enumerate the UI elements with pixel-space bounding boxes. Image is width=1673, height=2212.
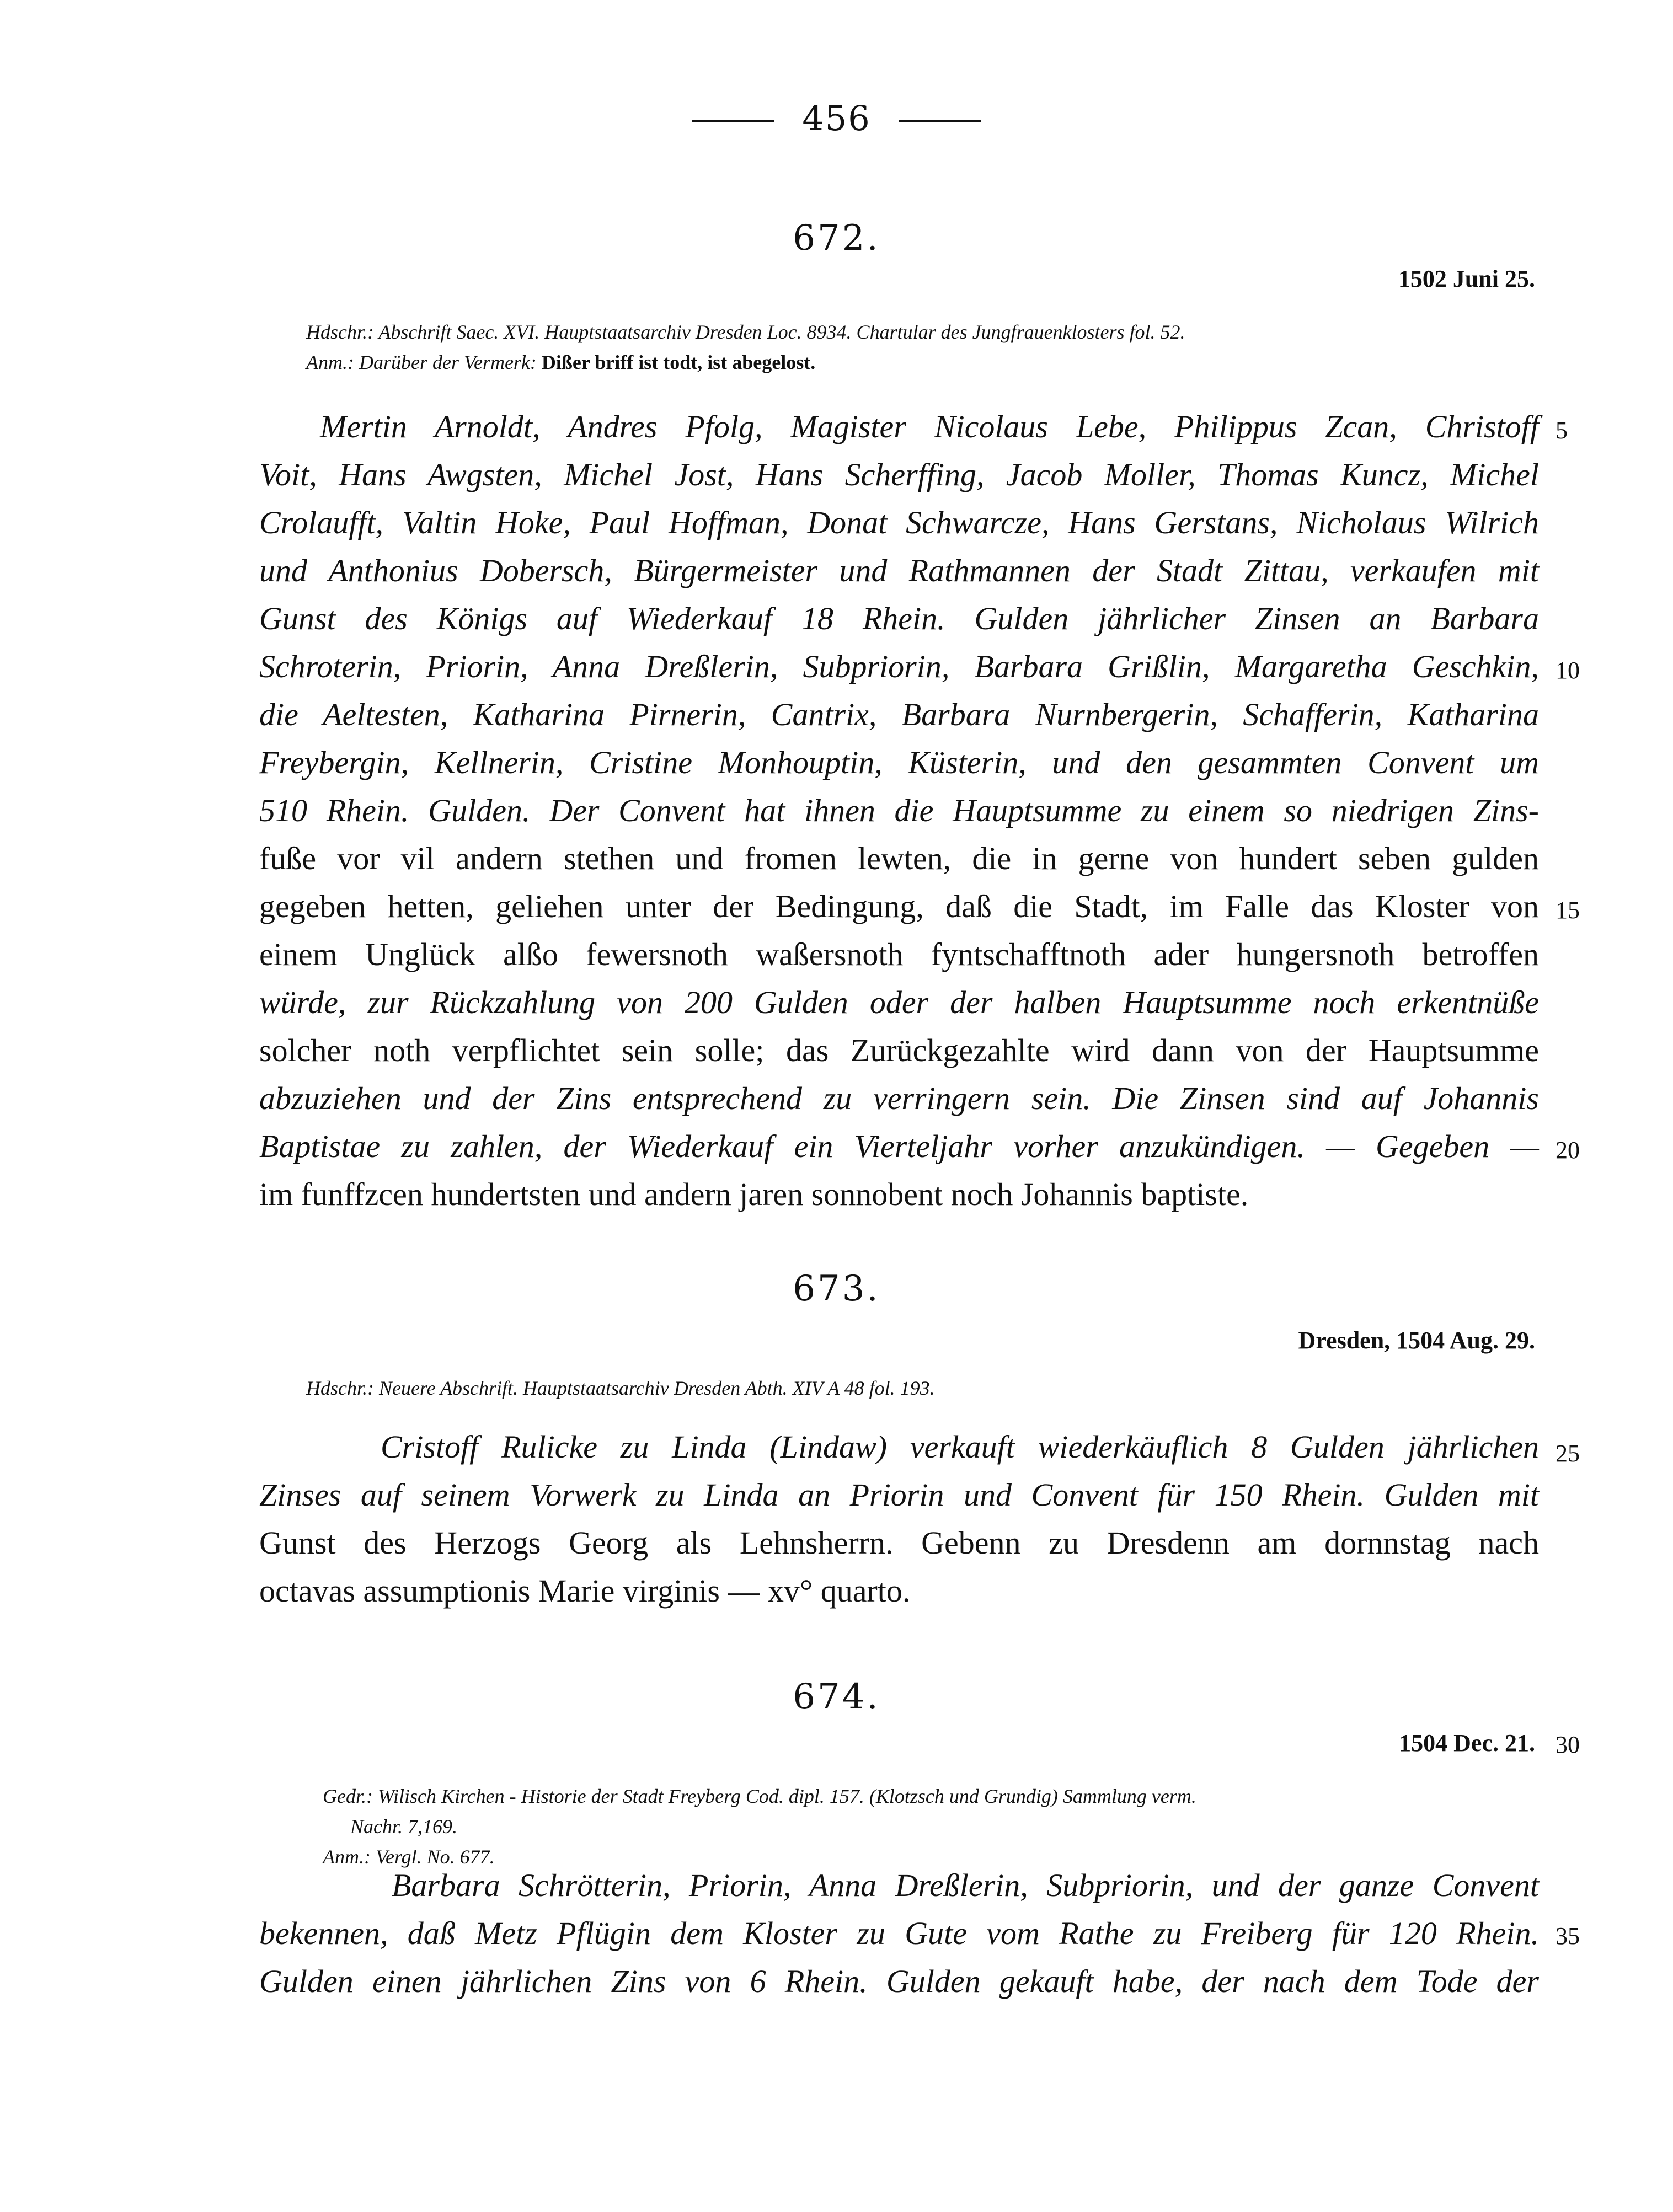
text-line: Barbara Schrötterin, Priorin, Anna Dreßlerin, Subpriorin, und der ganze Convent [392,1867,1539,1903]
margin-line-number: 30 [1556,1731,1580,1758]
source-line: Nachr. 7,169. [350,1815,458,1838]
source-quote: Dißer briff ist todt, ist abegelost. [541,351,816,373]
entry-source-672 [306,317,1547,378]
text-line: Gunst des Königs auf Wiederkauf 18 Rhein. Gulden jährlicher Zinsen an Barbara [259,601,1539,636]
text-line: bekennen, daß Metz Pflügin dem Kloster zu Gute vom Rathe zu Freiberg für 120 Rhein. [259,1915,1539,1951]
text-line: einem Unglück alßo fewersnoth waßersnoth fyntschafftnoth ader hungersnoth betroffen [259,936,1539,972]
text-line: und Anthonius Dobersch, Bürgermeister und Rathmannen der Stadt Zittau, verkaufen mit [259,553,1539,588]
text-line: Mertin Arnoldt, Andres Pfolg, Magister Nicolaus Lebe, Philippus Zcan, Christoff [320,409,1539,444]
text-line: abzuziehen und der Zins entsprechend zu verringern sein. Die Zinsen sind auf Johannis [259,1080,1539,1116]
entry-number-672: 672. [793,218,880,259]
text-line: die Aeltesten, Katharina Pirnerin, Cantrix, Barbara Nurnbergerin, Schafferin, Katharina [259,697,1539,732]
text-line: fuße vor vil andern stethen und fromen lewten, die in gerne von hundert seben gulden [259,840,1539,876]
entry-date-672: 1502 Juni 25. [1398,265,1535,292]
page-number: 456 [802,98,871,138]
text-line: Voit, Hans Awgsten, Michel Jost, Hans Scherffing, Jacob Moller, Thomas Kuncz, Michel [259,457,1539,492]
source-note [306,347,1547,378]
source-line: Hdschr.: Abschrift Saec. XVI. Hauptstaatsarchiv Dresden Loc. 8934. Chartular des Jungfrauenklosters fol. 52. [306,321,1185,343]
header-dash-left [692,120,774,122]
entry-text-674 [259,1861,1539,2005]
text-line: solcher noth verpflichtet sein solle; das Zurückgezahlte wird dann von der Hauptsumme [259,1032,1539,1068]
text-line: Crolaufft, Valtin Hoke, Paul Hoffman, Donat Schwarcze, Hans Gerstans, Nicholaus Wilrich [259,505,1539,540]
margin-line-number: 5 [1556,417,1568,444]
source-line: Anm.: Darüber der Vermerk: [306,351,537,373]
text-line: gegeben hetten, geliehen unter der Bedingung, daß die Stadt, im Falle das Kloster von [259,888,1539,924]
text-line: im funffzcen hundertsten und andern jaren sonnobent noch Johannis baptiste. [259,1176,1249,1212]
page-header [0,98,1673,138]
text-line: Zinses auf seinem Vorwerk zu Linda an Priorin und Convent für 150 Rhein. Gulden mit [259,1477,1539,1513]
text-line: Gunst des Herzogs Georg als Lehnsherrn. Gebenn zu Dresdenn am dornnstag nach [259,1525,1539,1561]
text-line: Gulden einen jährlichen Zins von 6 Rhein. Gulden gekauft habe, der nach dem Tode der [259,1963,1539,1999]
text-line: octavas assumptionis Marie virginis — xv° quarto. [259,1573,911,1609]
text-line: 510 Rhein. Gulden. Der Convent hat ihnen die Hauptsumme zu einem so niedrigen Zins- [259,792,1539,828]
entry-number-674: 674. [793,1677,880,1717]
text-line: Baptistae zu zahlen, der Wiederkauf ein Vierteljahr vorher anzukündigen. — Gegeben — [259,1128,1539,1164]
margin-line-number: 15 [1556,897,1580,924]
source-line: Anm.: Vergl. No. 677. [323,1846,495,1868]
text-line: Schroterin, Priorin, Anna Dreßlerin, Subpriorin, Barbara Grißlin, Margaretha Geschkin, [259,649,1539,684]
header-dash-right [899,120,981,122]
entry-text-672 [259,403,1539,1218]
entry-date-673: Dresden, 1504 Aug. 29. [1298,1327,1535,1354]
source-line: Gedr.: Wilisch Kirchen - Historie der Stadt Freyberg Cod. dipl. 157. (Klotzsch und Grundig) Sammlung verm. [323,1785,1196,1807]
source-line: Hdschr.: Neuere Abschrift. Hauptstaatsarchiv Dresden Abth. XIV A 48 fol. 193. [306,1377,935,1399]
text-line: würde, zur Rückzahlung von 200 Gulden oder der halben Hauptsumme noch erkentnüße [259,984,1539,1020]
text-line: Cristoff Rulicke zu Linda (Lindaw) verkauft wiederkäuflich 8 Gulden jährlichen [381,1429,1539,1465]
entry-text-673 [259,1423,1539,1615]
margin-line-number: 10 [1556,657,1580,684]
text-line: Freybergin, Kellnerin, Cristine Monhouptin, Küsterin, und den gesammten Convent um [259,745,1539,780]
entry-source-673 [306,1373,1547,1404]
entry-number-673: 673. [793,1268,880,1309]
margin-line-number: 20 [1556,1137,1580,1164]
margin-line-number: 25 [1556,1440,1580,1467]
entry-source-674 [323,1781,1564,1872]
entry-date-674: 1504 Dec. 21. [1399,1729,1535,1756]
margin-line-number: 35 [1556,1922,1580,1949]
